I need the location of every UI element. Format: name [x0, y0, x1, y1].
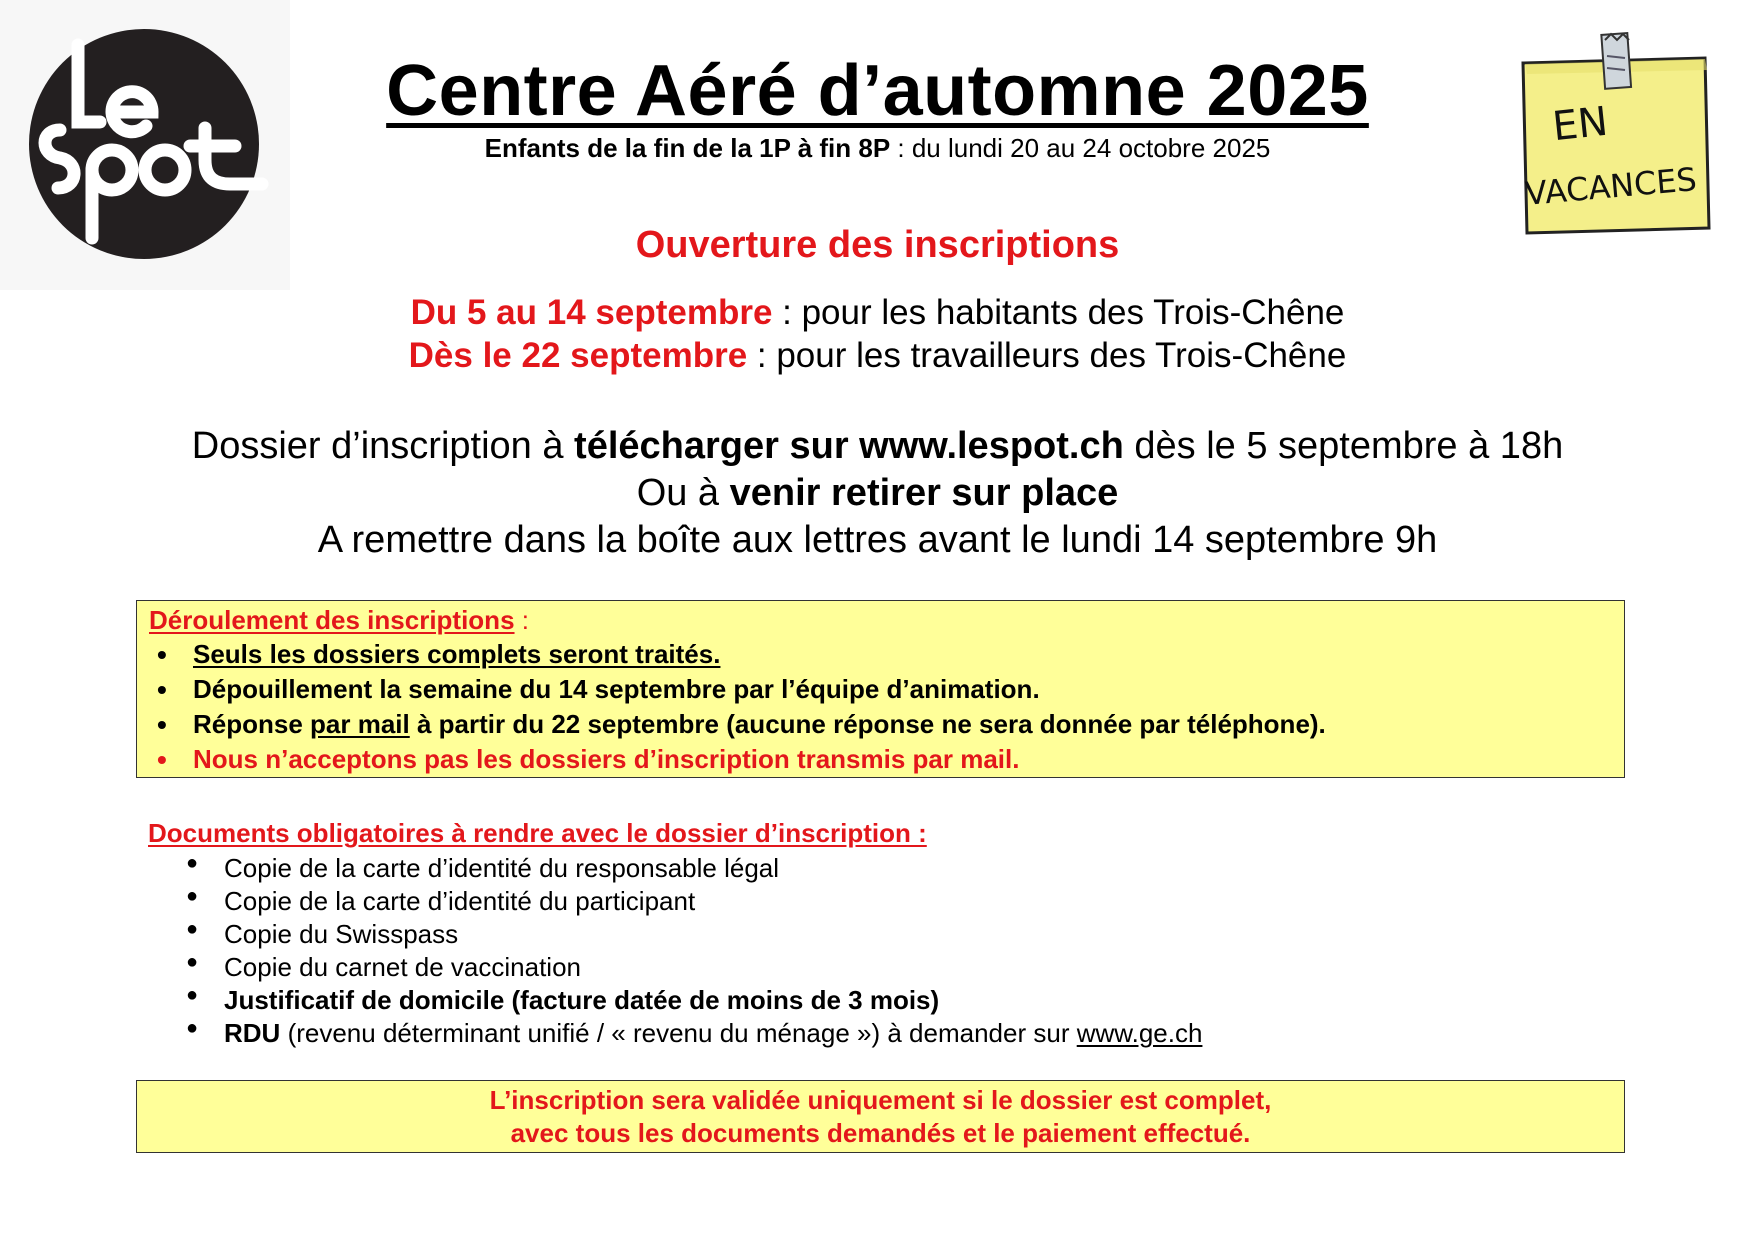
opening-rest-1: : pour les habitants des Trois-Chêne: [772, 293, 1345, 332]
subtitle-bold: Enfants de la fin de la 1P à fin 8P: [484, 133, 891, 163]
note-line1: EN: [1550, 98, 1611, 151]
validation-line-1: L’inscription sera validée uniquement si le dossier est complet,: [489, 1085, 1272, 1115]
opening-rest-2: : pour les travailleurs des Trois-Chêne: [747, 336, 1347, 375]
opening-line-2: [0, 336, 1755, 376]
note-line2: VACANCES: [1523, 160, 1699, 213]
dossier-l1a: Dossier d’inscription à: [191, 425, 575, 467]
subtitle: [0, 133, 1755, 164]
validation-line-2: avec tous les documents demandés et le paiement effectué.: [510, 1118, 1251, 1148]
dossier-onsite: venir retirer sur place: [729, 472, 1119, 514]
opening-title: Ouverture des inscriptions: [635, 224, 1120, 266]
dossier-l2a: Ou à: [636, 472, 730, 514]
deroulement-box: Déroulement des inscriptions : • Seuls les dossiers complets seront traités. • Dépouillement la semaine du 14 septembre par l’équipe d’animation. • Réponse par mail à partir du 22 septembre (aucune réponse ne sera donnée par téléphone). • Nous n’acceptons pas les dossiers d’inscription transmis par mail.: [136, 600, 1625, 778]
opening-date-2: Dès le 22 septembre: [408, 336, 748, 375]
opening-line-1: [0, 293, 1755, 333]
validation-box: [136, 1080, 1625, 1153]
deroulement-heading: Déroulement des inscriptions :: [149, 605, 529, 635]
page-title: Centre Aéré d’automne 2025: [386, 51, 1369, 131]
dossier-line-2: [0, 472, 1755, 515]
dossier-line-1: [0, 425, 1755, 468]
dossier-download[interactable]: télécharger sur www.lespot.ch: [574, 425, 1124, 467]
dossier-l1c: dès le 5 septembre à 18h: [1123, 425, 1564, 467]
dossier-line-3: A remettre dans la boîte aux lettres avant le lundi 14 septembre 9h: [317, 519, 1438, 561]
ge-ch-link[interactable]: www.ge.ch: [1076, 1018, 1203, 1048]
documents-heading: Documents obligatoires à rendre avec le dossier d’inscription :: [148, 818, 927, 848]
subtitle-rest: : du lundi 20 au 24 octobre 2025: [890, 133, 1271, 163]
opening-date-1: Du 5 au 14 septembre: [410, 293, 773, 332]
